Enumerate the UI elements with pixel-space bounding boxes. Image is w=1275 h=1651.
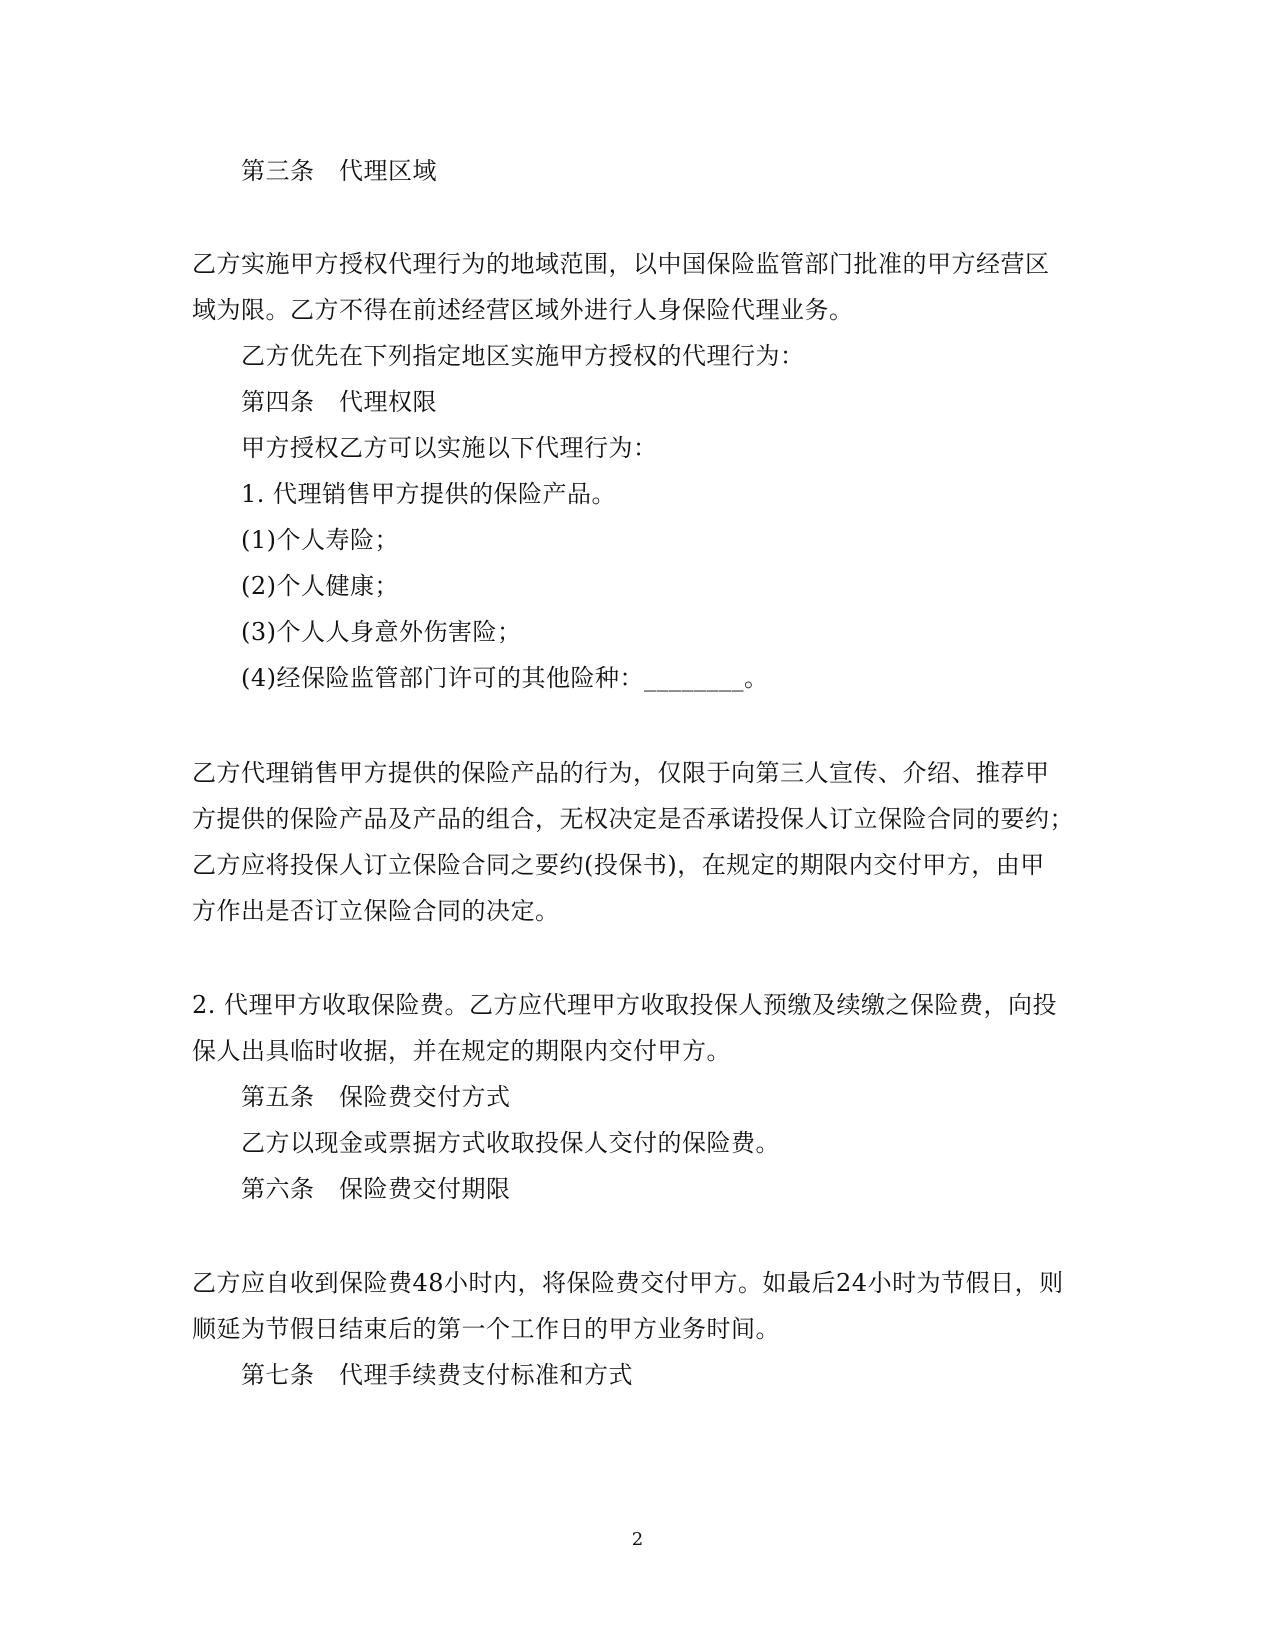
paragraph-line: 2. 代理甲方收取保险费。乙方应代理甲方收取投保人预缴及续缴之保险费，向投 [192,991,1058,1019]
paragraph-line: 乙方代理销售甲方提供的保险产品的行为，仅限于向第三人宣传、介绍、推荐甲 [192,759,1050,787]
article-6-heading: 第六条 保险费交付期限 [241,1175,511,1203]
article-3-heading: 第三条 代理区域 [241,157,437,185]
paragraph-line: 乙方优先在下列指定地区实施甲方授权的代理行为： [241,342,805,370]
paragraph-line: 乙方实施甲方授权代理行为的地域范围，以中国保险监管部门批准的甲方经营区 [192,250,1050,278]
page-number: 2 [631,1529,644,1550]
list-item: (1)个人寿险； [241,526,399,554]
paragraph-line: 乙方以现金或票据方式收取投保人交付的保险费。 [241,1129,780,1157]
article-5-heading: 第五条 保险费交付方式 [241,1083,511,1111]
article-4-heading: 第四条 代理权限 [241,388,437,416]
list-item: (3)个人人身意外伤害险； [241,618,522,646]
paragraph-line: 方提供的保险产品及产品的组合，无权决定是否承诺投保人订立保险合同的要约； [192,805,1074,833]
paragraph-line: 顺延为节假日结束后的第一个工作日的甲方业务时间。 [192,1315,780,1343]
paragraph-line: 乙方应自收到保险费48小时内，将保险费交付甲方。如最后24小时为节假日，则 [192,1269,1064,1297]
list-item: 1. 代理销售甲方提供的保险产品。 [241,480,617,508]
paragraph-line: 乙方应将投保人订立保险合同之要约(投保书)，在规定的期限内交付甲方，由甲 [192,851,1045,879]
list-item: (4)经保险监管部门许可的其他险种：________。 [241,664,769,692]
article-7-heading: 第七条 代理手续费支付标准和方式 [241,1361,633,1389]
paragraph-line: 保人出具临时收据，并在规定的期限内交付甲方。 [192,1037,731,1065]
paragraph-line: 甲方授权乙方可以实施以下代理行为： [241,434,658,462]
paragraph-line: 域为限。乙方不得在前述经营区域外进行人身保险代理业务。 [192,296,854,324]
paragraph-line: 方作出是否订立保险合同的决定。 [192,897,560,925]
list-item: (2)个人健康； [241,572,399,600]
